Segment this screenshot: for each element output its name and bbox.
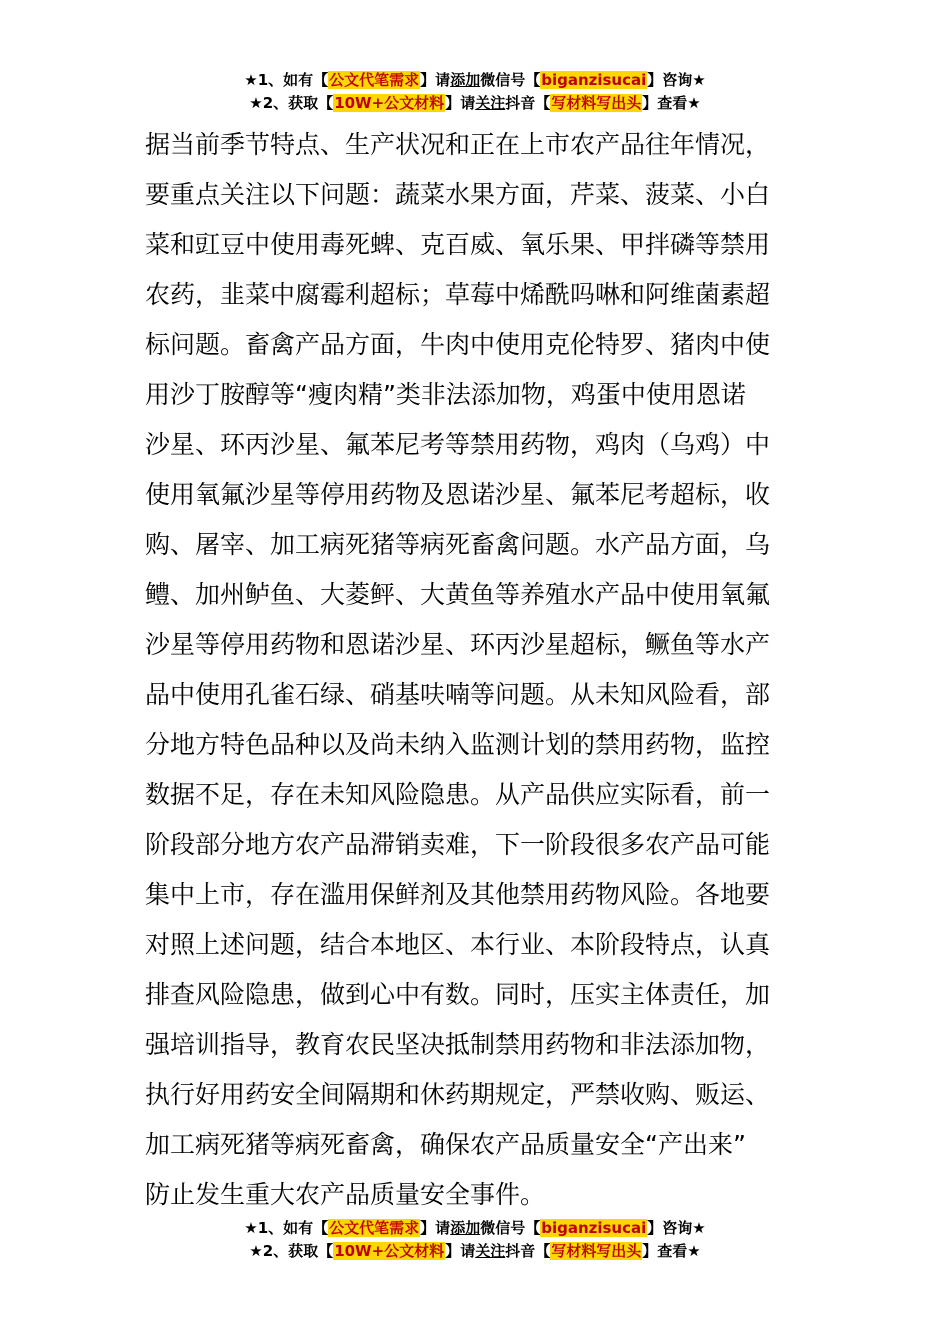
body-line: 鳢、加州鲈鱼、大菱鲆、大黄鱼等养殖水产品中使用氧氟 (145, 580, 771, 609)
banner-text: 微信号【 (480, 1219, 541, 1237)
highlight-materials: 10W+公文材料 (334, 94, 445, 112)
banner-text: ★1、如有【 (244, 1219, 329, 1237)
banner-line-2 (0, 1240, 950, 1263)
banner-text-underlined: 添加 (450, 1219, 481, 1237)
banner-line-1 (0, 69, 950, 92)
body-line: 对照上述问题，结合本地区、本行业、本阶段特点，认真 (145, 930, 771, 959)
banner-text-underlined: 关注 (475, 1242, 506, 1260)
body-line: 阶段部分地方农产品滞销卖难，下一阶段很多农产品可能 (145, 830, 771, 859)
banner-text: 】查看★ (642, 1242, 701, 1260)
highlight-materials: 10W+公文材料 (334, 1242, 445, 1260)
body-line: 购、屠宰、加工病死猪等病死畜禽问题。水产品方面，乌 (145, 530, 771, 559)
body-line: 品中使用孔雀石绿、硝基呋喃等问题。从未知风险看，部 (145, 680, 771, 709)
body-line: 数据不足，存在未知风险隐患。从产品供应实际看，前一 (145, 780, 771, 809)
highlight-ghostwriting: 公文代笔需求 (329, 71, 420, 89)
banner-text: 】请 (420, 1219, 451, 1237)
banner-text: 】请 (445, 1242, 476, 1260)
highlight-douyin: 写材料写出头 (551, 1242, 642, 1260)
body-line: 使用氧氟沙星等停用药物及恩诺沙星、氟苯尼考超标，收 (145, 480, 771, 509)
banner-line-2 (0, 92, 950, 115)
banner-text: 】请 (445, 94, 476, 112)
highlight-ghostwriting: 公文代笔需求 (329, 1219, 420, 1237)
banner-text-underlined: 关注 (475, 94, 506, 112)
banner-text: 】咨询★ (647, 1219, 706, 1237)
bottom-banner (0, 1217, 950, 1263)
banner-text: 】查看★ (642, 94, 701, 112)
body-line: 农药，韭菜中腐霉利超标；草莓中烯酰吗啉和阿维菌素超 (145, 280, 771, 309)
document-body (145, 120, 810, 1220)
top-banner (0, 69, 950, 115)
body-line: 执行好用药安全间隔期和休药期规定，严禁收购、贩运、 (145, 1080, 771, 1109)
banner-text: 抖音【 (505, 94, 551, 112)
highlight-wechat-id: biganzisucai (541, 1219, 647, 1237)
banner-text-underlined: 添加 (450, 71, 481, 89)
banner-text: 微信号【 (480, 71, 541, 89)
body-line: 据当前季节特点、生产状况和正在上市农产品往年情况， (145, 130, 771, 159)
banner-text: 】咨询★ (647, 71, 706, 89)
banner-text: ★2、获取【 (249, 1242, 334, 1260)
body-line: 标问题。畜禽产品方面，牛肉中使用克伦特罗、猪肉中使 (145, 330, 771, 359)
highlight-douyin: 写材料写出头 (551, 94, 642, 112)
body-line: 加工病死猪等病死畜禽，确保农产品质量安全“产出来” (145, 1130, 746, 1159)
body-line: 沙星等停用药物和恩诺沙星、环丙沙星超标，鳜鱼等水产 (145, 630, 771, 659)
body-line: 菜和豇豆中使用毒死蜱、克百威、氧乐果、甲拌磷等禁用 (145, 230, 771, 259)
body-line: 沙星、环丙沙星、氟苯尼考等禁用药物，鸡肉（乌鸡）中 (145, 430, 771, 459)
body-line: 用沙丁胺醇等“瘦肉精”类非法添加物，鸡蛋中使用恩诺 (145, 380, 746, 409)
banner-line-1 (0, 1217, 950, 1240)
banner-text: ★2、获取【 (249, 94, 334, 112)
banner-text: 抖音【 (505, 1242, 551, 1260)
banner-text: 】请 (420, 71, 451, 89)
body-line: 要重点关注以下问题：蔬菜水果方面，芹菜、菠菜、小白 (145, 180, 771, 209)
body-line: 强培训指导，教育农民坚决抵制禁用药物和非法添加物， (145, 1030, 771, 1059)
banner-text: ★1、如有【 (244, 71, 329, 89)
highlight-wechat-id: biganzisucai (541, 71, 647, 89)
body-line: 防止发生重大农产品质量安全事件。 (145, 1180, 546, 1209)
body-line: 集中上市，存在滥用保鲜剂及其他禁用药物风险。各地要 (145, 880, 771, 909)
body-line: 分地方特色品种以及尚未纳入监测计划的禁用药物，监控 (145, 730, 771, 759)
body-line: 排查风险隐患，做到心中有数。同时，压实主体责任，加 (145, 980, 771, 1009)
